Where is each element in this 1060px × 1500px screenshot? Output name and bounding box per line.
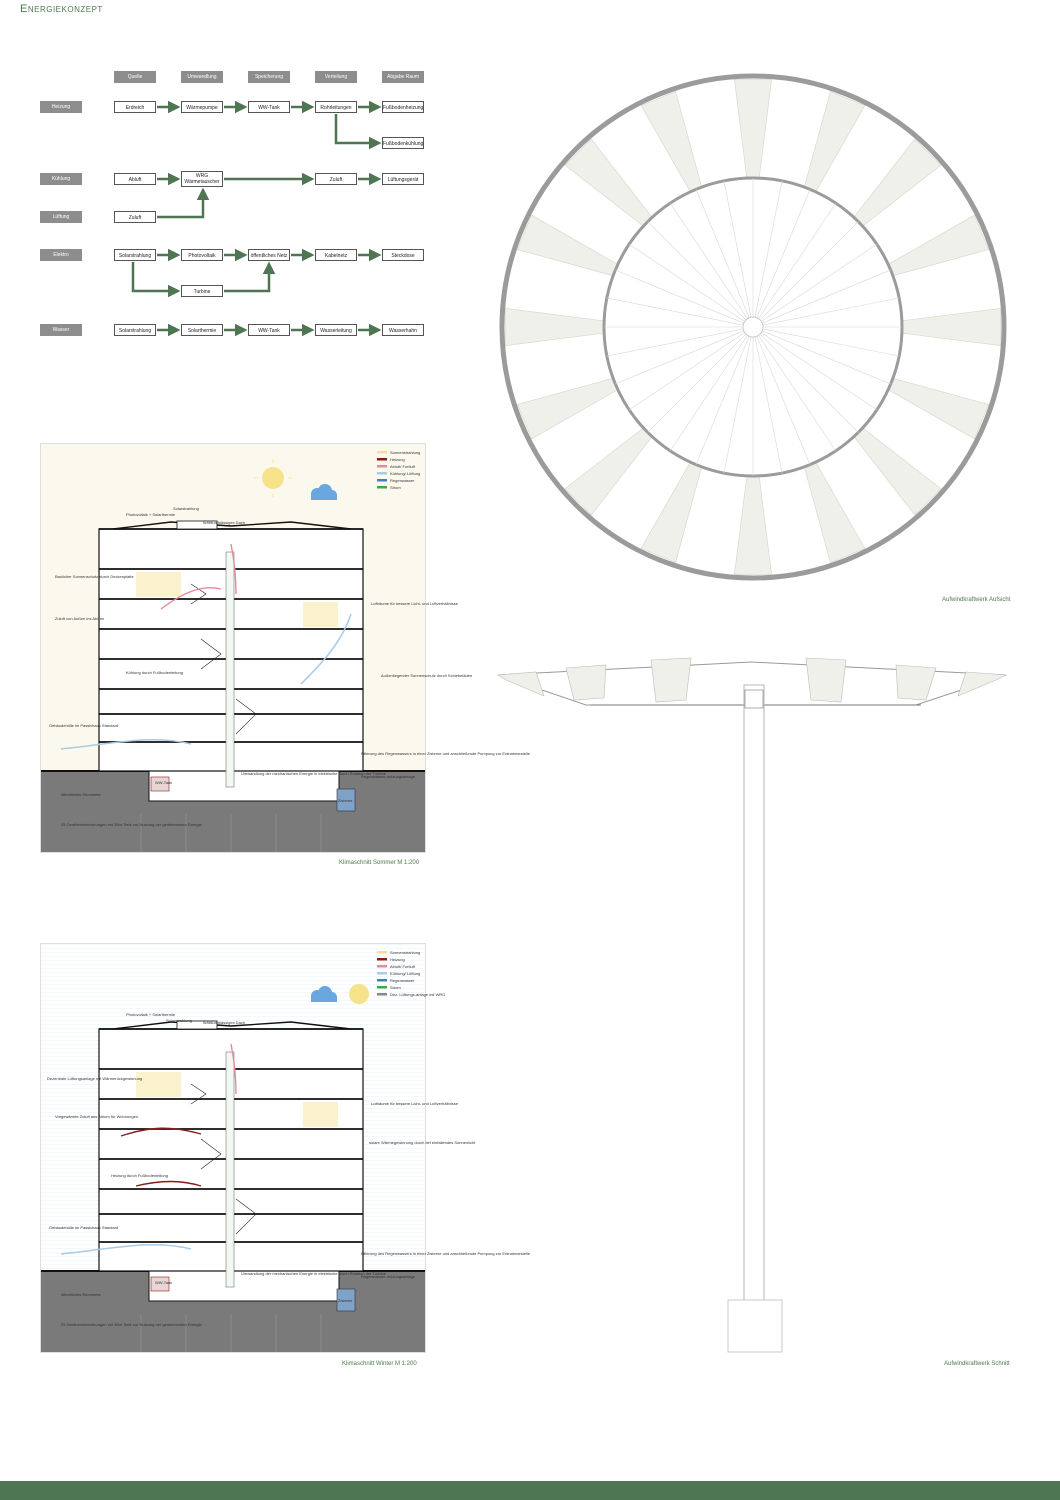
row-label-wasser: Wasser	[40, 324, 82, 336]
header-verteilung: Verteilung	[315, 71, 357, 83]
page-title: Energiekonzept	[20, 3, 103, 15]
svg-text:WW-Tank: WW-Tank	[155, 1280, 173, 1285]
flow-box: Fußbodenkühlung	[382, 137, 424, 149]
updraft-tower-section	[496, 650, 1016, 1360]
svg-text:Zisterne: Zisterne	[338, 1298, 353, 1303]
climate-section-winter	[40, 943, 530, 1353]
svg-text:Regenwasser-nutzungsanlage: Regenwasser-nutzungsanlage	[361, 774, 416, 779]
svg-text:lichtdurchlässiges Dach: lichtdurchlässiges Dach	[203, 1020, 246, 1025]
svg-text:Strom: Strom	[390, 485, 401, 490]
svg-text:Umwandlung der mechanischen En: Umwandlung der mechanischen Energie in elektrische durch Rotation der Turbine	[241, 1271, 386, 1276]
svg-text:Vorgewärmte Zuluft aus Atrium: Vorgewärmte Zuluft aus Atrium für Wohnungen	[55, 1114, 139, 1119]
svg-text:Kühlung/ Lüftung: Kühlung/ Lüftung	[390, 971, 421, 976]
flow-box: WW-Tank	[248, 324, 290, 336]
svg-text:Zisterne: Zisterne	[338, 798, 353, 803]
svg-text:Zuluft von Außen ins Atrium: Zuluft von Außen ins Atrium	[55, 616, 104, 621]
svg-text:WW-Tank: WW-Tank	[155, 780, 173, 785]
footer-bar	[0, 1481, 1060, 1500]
svg-text:Lufträume für bessere Licht- u: Lufträume für bessere Licht- und Luftverhältnisse	[371, 1101, 458, 1106]
row-label-lueftung: Lüftung	[40, 211, 82, 223]
flow-box: Steckdose	[382, 249, 424, 261]
svg-text:Sonnenstrahlung: Sonnenstrahlung	[390, 950, 421, 955]
flow-box: Zuluft	[315, 173, 357, 185]
flow-box: Photovoltaik	[181, 249, 223, 261]
flow-box: Solarthermie	[181, 324, 223, 336]
flow-box: WRG Wärmetauscher	[181, 171, 223, 187]
svg-text:Strom: Strom	[390, 985, 401, 990]
winter-section-drawing	[41, 944, 530, 1352]
svg-text:Regenwasser: Regenwasser	[390, 978, 415, 983]
svg-text:solare Wärmegewinnung durch ti: solare Wärmegewinnung durch tief einfallendes Sonnenlicht	[369, 1140, 476, 1145]
plan-caption: Aufwindkraftwerk Aufsicht	[942, 597, 1011, 603]
svg-text:Außenliegender Sonnenschutz du: Außenliegender Sonnenschutz durch Schiebeläden	[381, 673, 473, 678]
svg-text:Umwandlung der mechanischen En: Umwandlung der mechanischen Energie in elektrische durch Rotation der Turbine	[241, 771, 386, 776]
svg-text:Solarstrahlung: Solarstrahlung	[166, 1018, 192, 1023]
svg-text:Sonnenstrahlung: Sonnenstrahlung	[390, 450, 421, 455]
svg-text:Gebäudehülle im Passivhaus Sta: Gebäudehülle im Passivhaus Standard	[49, 723, 119, 728]
svg-text:Gebäudehülle im Passivhaus Sta: Gebäudehülle im Passivhaus Standard	[49, 1225, 119, 1230]
sun-icon	[262, 467, 284, 489]
svg-text:Filterung des Regenwassers in: Filterung des Regenwassers in einer Zisterne und anschließende Pumpung zur Entnahmestelle	[361, 1251, 530, 1256]
climate-section-summer	[40, 443, 530, 853]
svg-text:Abluft/ Fortluft: Abluft/ Fortluft	[390, 964, 415, 969]
svg-text:Dezentrale Lüftungsanlage mit: Dezentrale Lüftungsanlage mit Wärmerückgewinnung	[47, 1076, 143, 1081]
flow-box: Solarstrahlung	[114, 249, 156, 261]
flow-box: Solarstrahlung	[114, 324, 156, 336]
svg-text:Photovoltaik + Solarthermie: Photovoltaik + Solarthermie	[126, 512, 176, 517]
header-abgabe: Abgabe Raum	[382, 71, 424, 83]
header-speicherung: Speicherung	[248, 71, 290, 83]
summer-caption: Klimaschnitt Sommer M 1:200	[339, 860, 420, 866]
svg-text:öffentliches Stromnetz: öffentliches Stromnetz	[61, 1292, 101, 1297]
svg-text:Dez. Lüftungs-anlage mit WRG: Dez. Lüftungs-anlage mit WRG	[390, 992, 446, 997]
svg-text:Kühlung/ Lüftung: Kühlung/ Lüftung	[390, 471, 421, 476]
row-label-kuehlung: Kühlung	[40, 173, 82, 185]
flow-box: Turbine	[181, 285, 223, 297]
svg-text:Filterung des Regenwassers in: Filterung des Regenwassers in einer Zisterne und anschließende Pumpung zur Entnahmestelle	[361, 751, 530, 756]
svg-text:Regenwasser-nutzungsanlage: Regenwasser-nutzungsanlage	[361, 1274, 416, 1279]
flow-box: Abluft	[114, 173, 156, 185]
flow-box: WW-Tank	[248, 101, 290, 113]
flow-box: Lüftungsgerät	[382, 173, 424, 185]
svg-text:Heizung: Heizung	[390, 957, 405, 962]
svg-text:Heizung: Heizung	[390, 457, 405, 462]
flow-box: Rohrleitungen	[315, 101, 357, 113]
svg-text:Kühlung durch Fußbodenleitung: Kühlung durch Fußbodenleitung	[126, 670, 183, 675]
flow-box: Fußbodenheizung	[382, 101, 424, 113]
svg-text:25 Geothermiebohrungen mit 35m: 25 Geothermiebohrungen mit 35m Tiefe zur Nutzung der geothermalen Energie	[61, 1322, 202, 1327]
flow-box: Wasserhahn	[382, 324, 424, 336]
svg-text:25 Geothermiebohrungen mit 35m: 25 Geothermiebohrungen mit 35m Tiefe zur Nutzung der geothermalen Energie	[61, 822, 202, 827]
svg-text:Heizung durch Fußbodenleitung: Heizung durch Fußbodenleitung	[111, 1173, 168, 1178]
svg-text:Baulicher Sonnenschutz durch D: Baulicher Sonnenschutz durch Deckenplatte	[55, 574, 134, 579]
svg-text:öffentliches Stromnetz: öffentliches Stromnetz	[61, 792, 101, 797]
svg-text:Abluft/ Fortluft: Abluft/ Fortluft	[390, 464, 415, 469]
header-umwandlung: Umwandlung	[181, 71, 223, 83]
flow-box: Wasserleitung	[315, 324, 357, 336]
flow-box: Wärmepumpe	[181, 101, 223, 113]
flow-box: Kabelnetz	[315, 249, 357, 261]
flow-box: Erdreich	[114, 101, 156, 113]
svg-text:Lufträume für bessere Licht- u: Lufträume für bessere Licht- und Luftverhältnisse	[371, 601, 458, 606]
row-label-heizung: Heizung	[40, 101, 82, 113]
svg-text:Regenwasser: Regenwasser	[390, 478, 415, 483]
row-label-elektro: Elektro	[40, 249, 82, 261]
flow-box: Zuluft	[114, 211, 156, 223]
section-caption: Aufwindkraftwerk Schnitt	[944, 1361, 1010, 1367]
flow-arrows	[0, 0, 480, 360]
flow-box: öffentliches Netz	[248, 249, 290, 261]
sun-icon	[349, 984, 369, 1004]
svg-text:Solarstrahlung: Solarstrahlung	[173, 506, 199, 511]
updraft-tower-plan	[498, 74, 1008, 584]
svg-text:Photovoltaik + Solarthermie: Photovoltaik + Solarthermie	[126, 1012, 176, 1017]
svg-text:lichtdurchlässiges Dach: lichtdurchlässiges Dach	[203, 520, 246, 525]
header-quelle: Quelle	[114, 71, 156, 83]
winter-caption: Klimaschnitt Winter M 1:200	[342, 1361, 417, 1367]
summer-section-drawing	[41, 444, 530, 852]
